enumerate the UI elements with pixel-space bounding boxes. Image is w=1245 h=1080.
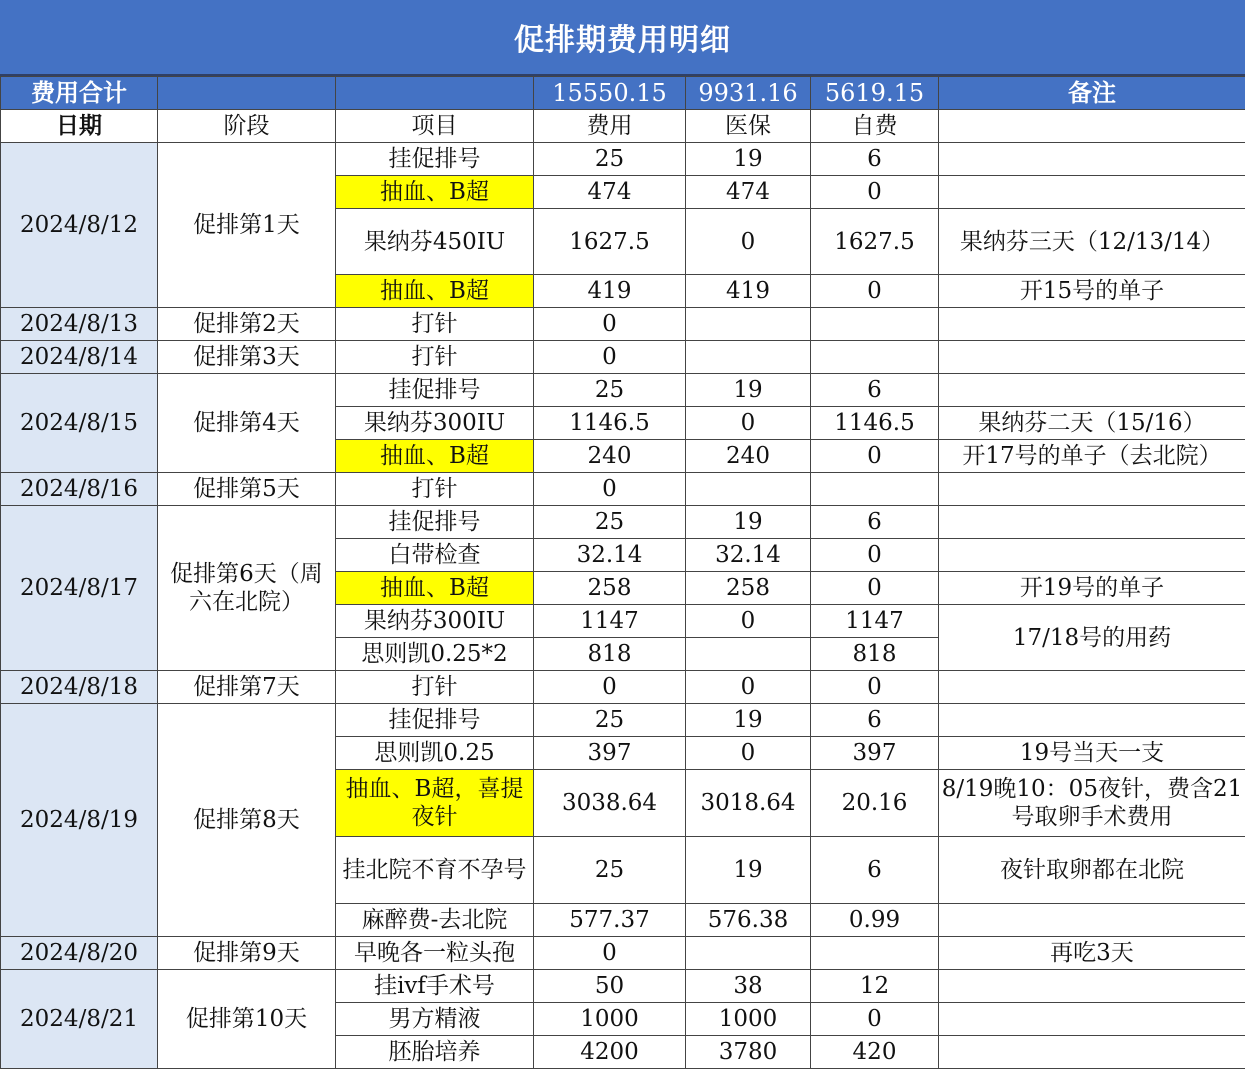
insurance-cell[interactable]: 0 [686, 407, 811, 440]
fee-cell[interactable]: 1000 [534, 1003, 686, 1036]
item-cell-highlighted[interactable]: 抽血、B超 [336, 440, 534, 473]
stage-cell[interactable]: 促排第8天 [158, 704, 336, 937]
item-cell[interactable]: 打针 [336, 671, 534, 704]
fee-cell[interactable]: 25 [534, 143, 686, 176]
stage-cell[interactable]: 促排第9天 [158, 937, 336, 970]
note-header[interactable]: 备注 [939, 77, 1245, 110]
item-cell[interactable]: 果纳芬300IU [336, 407, 534, 440]
self-pay-cell[interactable]: 6 [811, 704, 939, 737]
insurance-cell[interactable]: 19 [686, 837, 811, 904]
fee-cell[interactable]: 818 [534, 638, 686, 671]
note-cell[interactable] [939, 341, 1245, 374]
totals-empty-stage[interactable] [158, 77, 336, 110]
table-row [1, 143, 1245, 176]
insurance-cell[interactable] [686, 308, 811, 341]
fee-cell[interactable]: 0 [534, 473, 686, 506]
self-pay-cell[interactable] [811, 341, 939, 374]
header-insurance[interactable]: 医保 [686, 110, 811, 143]
insurance-cell[interactable]: 32.14 [686, 539, 811, 572]
note-cell[interactable] [939, 506, 1245, 539]
totals-row [1, 77, 1245, 110]
header-fee[interactable]: 费用 [534, 110, 686, 143]
date-cell[interactable]: 2024/8/19 [1, 704, 158, 937]
item-cell-highlighted[interactable]: 抽血、B超 [336, 572, 534, 605]
note-cell[interactable] [939, 970, 1245, 1003]
insurance-cell[interactable]: 0 [686, 209, 811, 275]
self-pay-cell[interactable]: 0.99 [811, 904, 939, 937]
note-cell[interactable]: 再吃3天 [939, 937, 1245, 970]
total-insurance[interactable]: 9931.16 [686, 77, 811, 110]
table-row [1, 671, 1245, 704]
fee-cell[interactable]: 25 [534, 704, 686, 737]
insurance-cell[interactable]: 474 [686, 176, 811, 209]
fee-cell[interactable]: 3038.64 [534, 770, 686, 837]
note-cell[interactable] [939, 539, 1245, 572]
stage-cell[interactable]: 促排第7天 [158, 671, 336, 704]
self-pay-cell[interactable]: 0 [811, 671, 939, 704]
date-cell[interactable]: 2024/8/20 [1, 937, 158, 970]
item-cell-highlighted[interactable]: 抽血、B超 [336, 275, 534, 308]
note-cell[interactable]: 开17号的单子（去北院） [939, 440, 1245, 473]
note-cell[interactable] [939, 176, 1245, 209]
self-pay-cell[interactable]: 1627.5 [811, 209, 939, 275]
insurance-cell[interactable]: 1000 [686, 1003, 811, 1036]
item-cell-highlighted[interactable]: 抽血、B超 [336, 176, 534, 209]
header-stage[interactable]: 阶段 [158, 110, 336, 143]
fee-cell[interactable]: 1147 [534, 605, 686, 638]
self-pay-cell[interactable]: 0 [811, 572, 939, 605]
item-cell[interactable]: 果纳芬450IU [336, 209, 534, 275]
date-cell[interactable]: 2024/8/12 [1, 143, 158, 308]
insurance-cell[interactable] [686, 638, 811, 671]
insurance-cell[interactable]: 19 [686, 143, 811, 176]
fee-cell[interactable]: 0 [534, 671, 686, 704]
self-pay-cell[interactable]: 0 [811, 440, 939, 473]
note-cell[interactable]: 开19号的单子 [939, 572, 1245, 605]
insurance-cell[interactable]: 19 [686, 374, 811, 407]
stage-cell[interactable]: 促排第3天 [158, 341, 336, 374]
fee-cell[interactable]: 397 [534, 737, 686, 770]
item-cell[interactable]: 麻醉费-去北院 [336, 904, 534, 937]
fee-cell[interactable]: 240 [534, 440, 686, 473]
note-cell[interactable] [939, 904, 1245, 937]
insurance-cell[interactable]: 419 [686, 275, 811, 308]
self-pay-cell[interactable]: 6 [811, 143, 939, 176]
fee-cell[interactable]: 419 [534, 275, 686, 308]
stage-cell[interactable]: 促排第5天 [158, 473, 336, 506]
item-cell[interactable]: 思则凯0.25*2 [336, 638, 534, 671]
self-pay-cell[interactable]: 0 [811, 539, 939, 572]
note-cell[interactable] [939, 1036, 1245, 1069]
stage-cell[interactable]: 促排第6天（周六在北院） [158, 506, 336, 671]
table-row [1, 506, 1245, 539]
self-pay-cell[interactable]: 0 [811, 275, 939, 308]
insurance-cell[interactable] [686, 473, 811, 506]
self-pay-cell[interactable]: 1146.5 [811, 407, 939, 440]
self-pay-cell[interactable]: 1147 [811, 605, 939, 638]
item-cell[interactable]: 挂促排号 [336, 506, 534, 539]
note-cell[interactable]: 19号当天一支 [939, 737, 1245, 770]
date-cell[interactable]: 2024/8/21 [1, 970, 158, 1069]
item-cell[interactable]: 打针 [336, 308, 534, 341]
note-cell[interactable]: 开15号的单子 [939, 275, 1245, 308]
fee-cell[interactable]: 25 [534, 374, 686, 407]
insurance-cell[interactable]: 0 [686, 737, 811, 770]
fee-cell[interactable]: 50 [534, 970, 686, 1003]
item-cell[interactable]: 打针 [336, 473, 534, 506]
header-date[interactable]: 日期 [1, 110, 158, 143]
header-row [1, 110, 1245, 143]
insurance-cell[interactable]: 19 [686, 506, 811, 539]
insurance-cell[interactable]: 576.38 [686, 904, 811, 937]
stage-cell[interactable]: 促排第1天 [158, 143, 336, 308]
self-pay-cell[interactable]: 6 [811, 506, 939, 539]
total-fee[interactable]: 15550.15 [534, 77, 686, 110]
self-pay-cell[interactable]: 6 [811, 374, 939, 407]
item-cell[interactable]: 思则凯0.25 [336, 737, 534, 770]
item-cell[interactable]: 男方精液 [336, 1003, 534, 1036]
self-pay-cell[interactable]: 12 [811, 970, 939, 1003]
fee-cell[interactable]: 258 [534, 572, 686, 605]
fee-cell[interactable]: 0 [534, 341, 686, 374]
fee-cell[interactable]: 0 [534, 937, 686, 970]
fee-cell[interactable]: 25 [534, 837, 686, 904]
sheet-title: 促排期费用明细 [0, 0, 1245, 76]
self-pay-cell[interactable] [811, 937, 939, 970]
fee-cell[interactable]: 1627.5 [534, 209, 686, 275]
self-pay-cell[interactable]: 0 [811, 176, 939, 209]
expense-table [0, 76, 1245, 1069]
fee-cell[interactable]: 0 [534, 308, 686, 341]
insurance-cell[interactable]: 38 [686, 970, 811, 1003]
note-cell[interactable] [939, 308, 1245, 341]
table-row [1, 374, 1245, 407]
insurance-cell[interactable] [686, 937, 811, 970]
insurance-cell[interactable]: 240 [686, 440, 811, 473]
table-row [1, 704, 1245, 737]
self-pay-cell[interactable] [811, 308, 939, 341]
item-cell[interactable]: 早晚各一粒头孢 [336, 937, 534, 970]
header-item[interactable]: 项目 [336, 110, 534, 143]
item-cell[interactable]: 打针 [336, 341, 534, 374]
self-pay-cell[interactable]: 6 [811, 837, 939, 904]
note-cell[interactable] [939, 143, 1245, 176]
insurance-cell[interactable] [686, 341, 811, 374]
insurance-cell[interactable]: 258 [686, 572, 811, 605]
header-self-pay[interactable]: 自费 [811, 110, 939, 143]
item-cell[interactable]: 白带检查 [336, 539, 534, 572]
note-cell[interactable]: 夜针取卵都在北院 [939, 837, 1245, 904]
item-cell[interactable]: 挂促排号 [336, 143, 534, 176]
note-cell[interactable]: 8/19晚10：05夜针，费含21号取卵手术费用 [939, 770, 1245, 837]
self-pay-cell[interactable] [811, 473, 939, 506]
table-row [1, 970, 1245, 1003]
fee-cell[interactable]: 1146.5 [534, 407, 686, 440]
table-row [1, 473, 1245, 506]
item-cell-highlighted[interactable]: 抽血、B超，喜提夜针 [336, 770, 534, 837]
item-cell[interactable]: 挂ivf手术号 [336, 970, 534, 1003]
insurance-cell[interactable]: 3780 [686, 1036, 811, 1069]
totals-label[interactable]: 费用合计 [1, 77, 158, 110]
totals-empty-item[interactable] [336, 77, 534, 110]
table-row [1, 937, 1245, 970]
self-pay-cell[interactable]: 818 [811, 638, 939, 671]
insurance-cell[interactable]: 19 [686, 704, 811, 737]
fee-cell[interactable]: 474 [534, 176, 686, 209]
stage-cell[interactable]: 促排第10天 [158, 970, 336, 1069]
note-cell[interactable] [939, 1003, 1245, 1036]
date-cell[interactable]: 2024/8/13 [1, 308, 158, 341]
total-self-pay[interactable]: 5619.15 [811, 77, 939, 110]
table-row [1, 308, 1245, 341]
note-cell[interactable] [939, 671, 1245, 704]
item-cell[interactable]: 胚胎培养 [336, 1036, 534, 1069]
note-cell[interactable]: 17/18号的用药 [939, 605, 1245, 671]
self-pay-cell[interactable]: 20.16 [811, 770, 939, 837]
self-pay-cell[interactable]: 397 [811, 737, 939, 770]
note-cell[interactable] [939, 473, 1245, 506]
item-cell[interactable]: 挂北院不育不孕号 [336, 837, 534, 904]
stage-cell[interactable]: 促排第4天 [158, 374, 336, 473]
date-cell[interactable]: 2024/8/14 [1, 341, 158, 374]
fee-cell[interactable]: 577.37 [534, 904, 686, 937]
note-cell[interactable] [939, 374, 1245, 407]
date-cell[interactable]: 2024/8/15 [1, 374, 158, 473]
table-row [1, 341, 1245, 374]
fee-cell[interactable]: 32.14 [534, 539, 686, 572]
insurance-cell[interactable]: 3018.64 [686, 770, 811, 837]
self-pay-cell[interactable]: 0 [811, 1003, 939, 1036]
self-pay-cell[interactable]: 420 [811, 1036, 939, 1069]
note-cell[interactable]: 果纳芬二天（15/16） [939, 407, 1245, 440]
date-cell[interactable]: 2024/8/16 [1, 473, 158, 506]
note-cell[interactable] [939, 704, 1245, 737]
date-cell[interactable]: 2024/8/17 [1, 506, 158, 671]
header-note[interactable] [939, 110, 1245, 143]
item-cell[interactable]: 挂促排号 [336, 374, 534, 407]
fee-cell[interactable]: 4200 [534, 1036, 686, 1069]
item-cell[interactable]: 挂促排号 [336, 704, 534, 737]
fee-cell[interactable]: 25 [534, 506, 686, 539]
insurance-cell[interactable]: 0 [686, 605, 811, 638]
insurance-cell[interactable]: 0 [686, 671, 811, 704]
item-cell[interactable]: 果纳芬300IU [336, 605, 534, 638]
stage-cell[interactable]: 促排第2天 [158, 308, 336, 341]
date-cell[interactable]: 2024/8/18 [1, 671, 158, 704]
note-cell[interactable]: 果纳芬三天（12/13/14） [939, 209, 1245, 275]
